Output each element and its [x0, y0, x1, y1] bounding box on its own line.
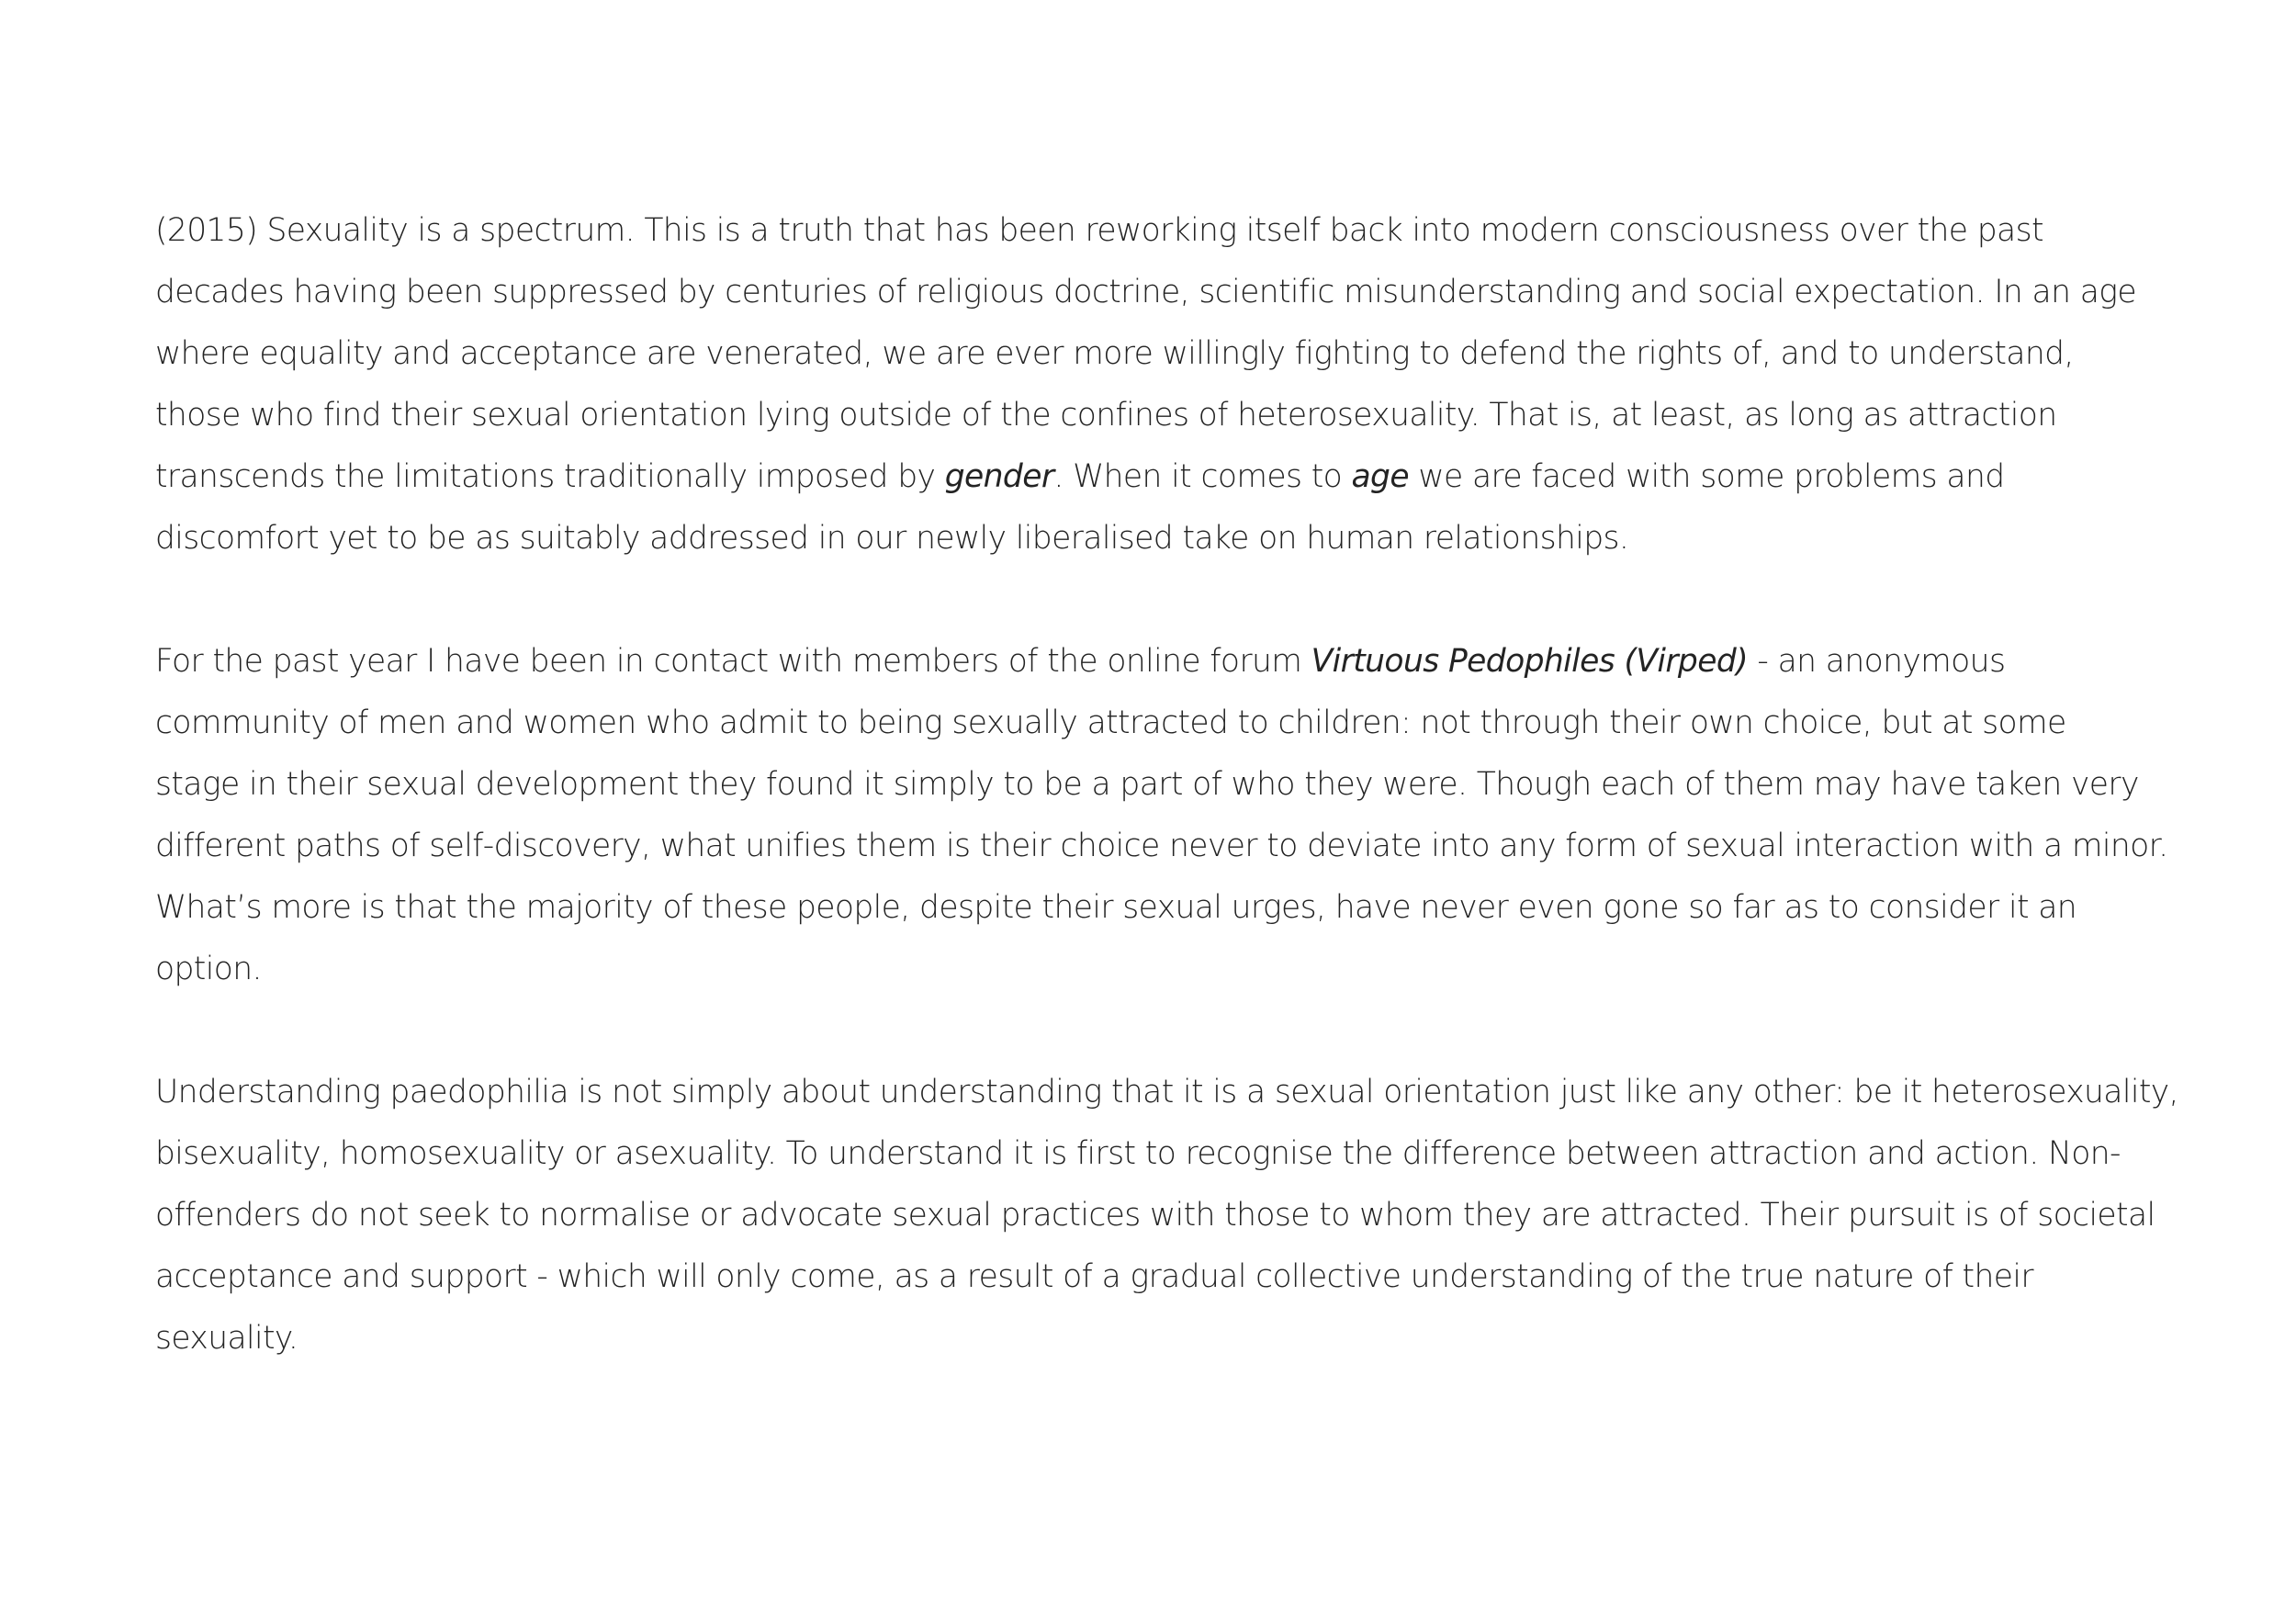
- text-line: [155, 1123, 2121, 1185]
- text-run: we are faced with some problems and: [1408, 458, 2005, 495]
- text-line: [155, 877, 2084, 939]
- forum-name-italic: Virtuous Pedophiles (Virped): [1311, 643, 1749, 680]
- text-line: [155, 1308, 2084, 1369]
- text-line: [155, 754, 2139, 816]
- text-line: [155, 446, 2084, 508]
- text-run: option.: [155, 951, 262, 987]
- text-line: [155, 1062, 2178, 1123]
- text-run: sexuality.: [155, 1320, 298, 1357]
- italic-text-run: gender: [944, 458, 1054, 495]
- text-line: [155, 631, 2084, 693]
- text-run: community of men and women who admit to being sexually attracted to children: not through their own choice, but at some: [155, 704, 2066, 741]
- text-run: acceptance and support - which will only come, as a result of a gradual collective understanding of the true nature of their: [155, 1258, 2033, 1295]
- paragraph-understanding: [155, 1062, 2178, 1369]
- text-run: different paths of self-discovery, what unifies them is their choice never to deviate into any form of sexual interaction with a minor.: [155, 828, 2168, 864]
- text-line: [155, 1185, 2155, 1246]
- text-line: [155, 816, 2168, 877]
- text-run: For the past year I have been in contact with members of the online forum: [155, 643, 1311, 680]
- italic-text-run: age: [1351, 458, 1409, 495]
- text-run: discomfort yet to be as suitably addressed in our newly liberalised take on human relationships.: [155, 520, 1629, 557]
- text-run: Understanding paedophilia is not simply about understanding that it is a sexual orientation just like any other: be it heterosexuality,: [155, 1074, 2178, 1110]
- text-run: bisexuality, homosexuality or asexuality. To understand it is first to recognise the difference between attraction and action. Non-: [155, 1135, 2121, 1172]
- text-run: transcends the limitations traditionally imposed by: [155, 458, 945, 495]
- text-line: [155, 385, 2084, 446]
- text-run: those who find their sexual orientation lying outside of the confines of heterosexuality. That is, at least, as long as attraction: [155, 397, 2057, 434]
- text-run: . When it comes to: [1053, 458, 1352, 495]
- paragraph-forum: [155, 631, 2168, 1000]
- text-run: stage in their sexual development they found it simply to be a part of who they were. Though each of them may have taken very: [155, 766, 2139, 803]
- text-run: decades having been suppressed by centuries of religious doctrine, scientific misunderstanding and social expectation. In an age: [155, 274, 2136, 310]
- text-line: [155, 200, 2084, 262]
- text-run: What’s more is that the majority of these people, despite their sexual urges, have never even gone so far as to consider it an: [155, 889, 2077, 926]
- text-line: [155, 508, 2084, 569]
- document-body: [155, 200, 2178, 1369]
- text-line: [155, 939, 2084, 1000]
- text-line: [155, 1246, 2084, 1308]
- text-line: [155, 693, 2084, 754]
- text-run: (2015) Sexuality is a spectrum. This is a truth that has been reworking itself back into modern consciousness over the past: [155, 212, 2043, 249]
- paragraph-intro: [155, 200, 2136, 569]
- text-line: [155, 323, 2084, 385]
- text-run: - an anonymous: [1748, 643, 2006, 680]
- text-line: [155, 262, 2136, 323]
- text-run: where equality and acceptance are venerated, we are ever more willingly fighting to defend the rights of, and to understand,: [155, 335, 2074, 372]
- text-run: offenders do not seek to normalise or advocate sexual practices with those to whom they are attracted. Their pursuit is of societal: [155, 1197, 2155, 1234]
